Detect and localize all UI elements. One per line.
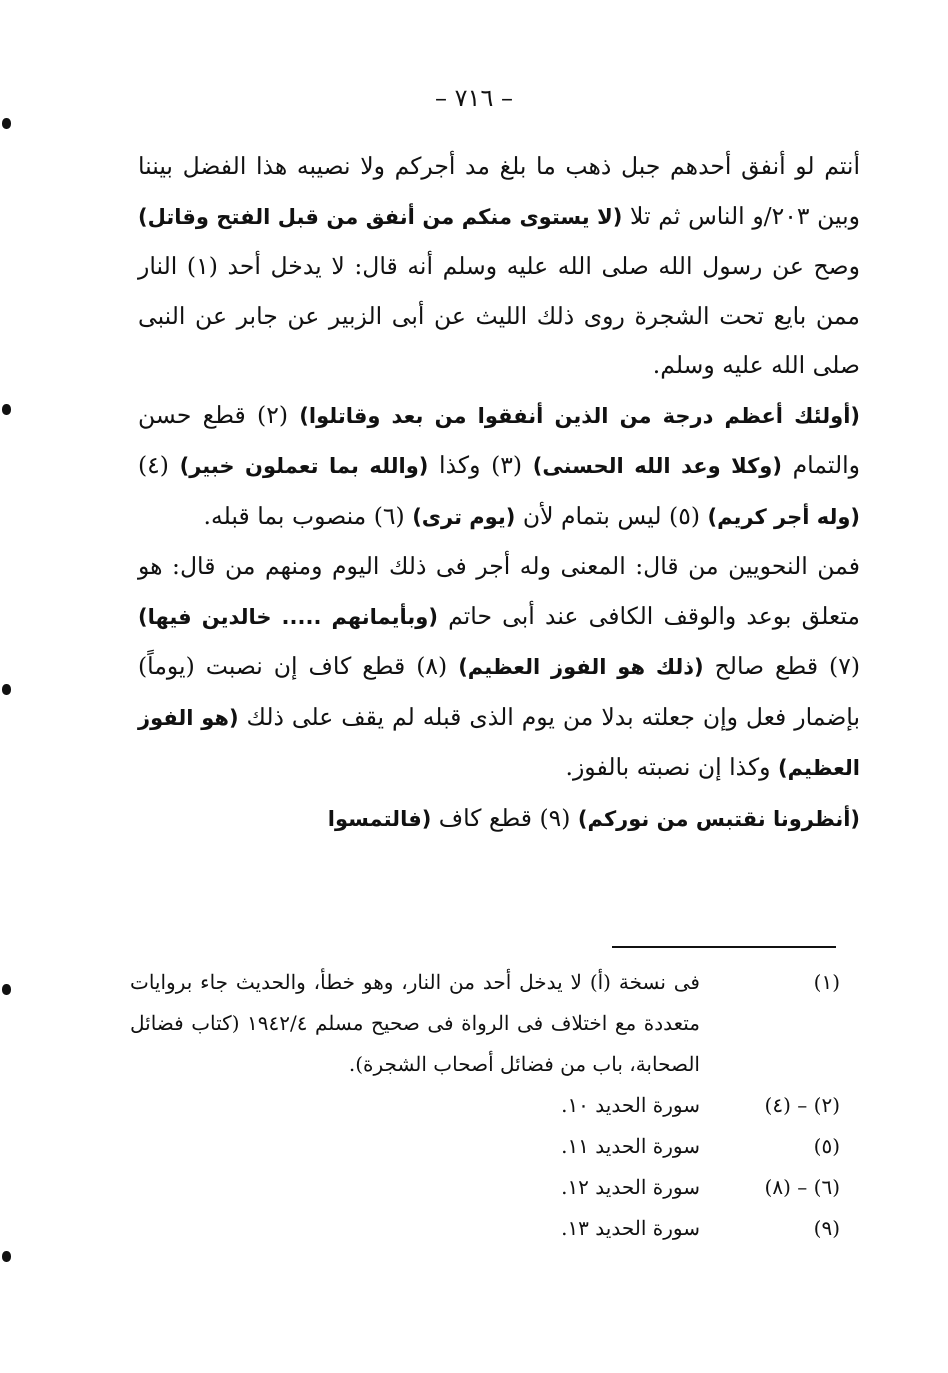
footnote-number: (٩)	[813, 1216, 840, 1240]
quran-quote: (وكلا وعد الله الحسنى)	[532, 454, 782, 478]
paragraph	[138, 542, 860, 794]
text-run: (٥) ليس بتمام لأن	[515, 501, 708, 530]
footnote-text: سورة الحديد ١٠.	[561, 1093, 700, 1117]
main-text	[138, 142, 860, 844]
text-run: وصح عن رسول الله صلى الله عليه وسلم أنه قال: لا يدخل أحد (١) النار ممن بايع تحت الشجرة روى ذلك الليث عن أبى الزبير عن جابر عن النبى صلى الله عليه وسلم.	[138, 252, 860, 379]
text-run: (٣) وكذا	[428, 451, 533, 479]
text-run: وكذا إن نصبته بالفوز.	[565, 753, 778, 781]
footnote-text: سورة الحديد ١٢.	[561, 1175, 700, 1199]
paragraph	[138, 794, 860, 845]
binding-hole-mark	[2, 684, 11, 695]
footnote-text: سورة الحديد ١١.	[561, 1134, 700, 1158]
text-run: أنتم لو أنفق أحدهم جبل ذهب ما بلغ مد أجركم ولا نصيبه هذا الفضل بيننا وبين ٢٠٣/و الناس ثم تلا	[138, 152, 860, 230]
quran-quote: (وبأيمانهم ..... خالدين فيها)	[138, 604, 438, 629]
text-run: (٩) قطع كاف	[431, 803, 578, 832]
footnote-divider	[612, 946, 836, 948]
footnote-number: (٥)	[813, 1134, 840, 1158]
footnote	[130, 1167, 850, 1208]
footnote	[130, 962, 850, 1085]
text-run: (٦) منصوب بما قبله.	[203, 501, 413, 530]
binding-hole-mark	[2, 404, 11, 415]
footnote-number: (٢) – (٤)	[764, 1093, 840, 1117]
page-number: – ٧١٦ –	[435, 84, 513, 112]
quran-quote: (لا يستوى منكم من أنفق من قبل الفتح وقاتل)	[138, 204, 623, 229]
quran-quote: (هو الفوز العظيم)	[138, 705, 860, 780]
quran-quote: (فالتمسوا	[327, 806, 432, 831]
footnote-text: سورة الحديد ١٣.	[561, 1216, 700, 1240]
paragraph	[138, 391, 860, 543]
text-run: (٤)	[138, 451, 180, 479]
footnotes	[130, 962, 850, 1249]
text-run: (٧) قطع صالح	[703, 652, 861, 680]
footnote-number: (٦) – (٨)	[764, 1175, 840, 1199]
footnote	[130, 1126, 850, 1167]
binding-hole-mark	[2, 1251, 11, 1262]
binding-hole-mark	[2, 984, 11, 995]
text-run: (٨) قطع كاف إن نصبت (يوماً) بإضمار فعل وإن جعلته بدلا من يوم الذى قبله لم يقف على ذلك	[138, 652, 860, 731]
paragraph	[138, 142, 860, 391]
quran-quote: (يوم ترى)	[412, 504, 516, 529]
quran-quote: (والله بما تعملون خبير)	[179, 454, 429, 478]
quran-quote: (وله أجر كريم)	[707, 504, 860, 529]
quran-quote: (أولئك أعظم درجة من الذين أنفقوا من بعد وقاتلوا)	[299, 403, 860, 428]
footnote	[130, 1208, 850, 1249]
text-run: (٢) قطع حسن والتمام	[138, 400, 861, 479]
binding-hole-mark	[2, 118, 11, 129]
footnote	[130, 1085, 850, 1126]
footnote-text: فى نسخة (أ) لا يدخل أحد من النار، وهو خطأ، والحديث جاء بروايات متعددة مع اختلاف فى الرواة فى صحيح مسلم ١٩٤٢/٤ (كتاب فضائل الصحابة، باب من فضائل أصحاب الشجرة).	[130, 970, 701, 1076]
quran-quote: (أنظرونا نقتبس من نوركم)	[577, 806, 860, 831]
text-run: فمن النحويين من قال: المعنى وله أجر فى ذلك اليوم ومنهم من قال: هو متعلق بوعد والوقف الكافى عند أبى حاتم	[138, 552, 860, 630]
footnote-number: (١)	[813, 970, 840, 994]
quran-quote: (ذلك هو الفوز العظيم)	[458, 655, 704, 679]
